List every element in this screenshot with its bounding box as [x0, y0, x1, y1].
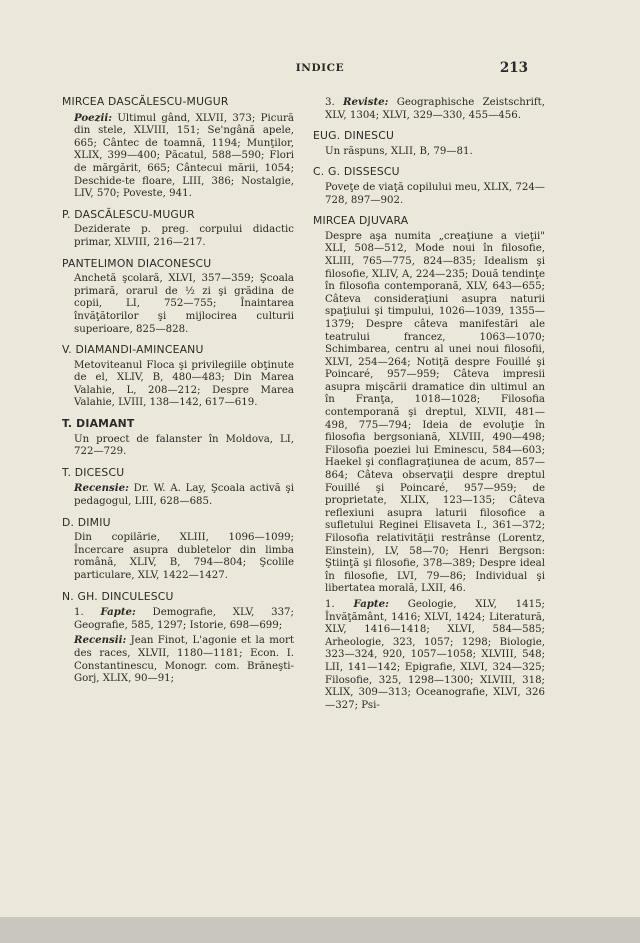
index-entry	[62, 209, 294, 250]
index-entry	[62, 258, 294, 337]
page-header-title: INDICE	[295, 62, 345, 74]
index-entry	[62, 418, 294, 459]
category-label: Fapte:	[100, 606, 136, 619]
entry-text	[62, 112, 294, 201]
author-name: D. DIMIU	[62, 515, 111, 529]
author-name: T. DICESCU	[62, 465, 125, 479]
entry-references: Jean Finot, L'agonie et la mort des races, XLVII, 1180—1181; Econ. I. Constantinescu, Monogr. com. Brăneşti-Gorj, XLIX, 90—91;	[74, 635, 294, 685]
entry-text	[62, 634, 294, 685]
author-name: MIRCEA DASCĂLESCU-MUGUR	[62, 95, 229, 108]
index-entry	[62, 517, 294, 583]
entry-text: Din copilărie, XLIII, 1096—1099; Încercare asupra dubletelor din limba română, XLIV, B, 794—804; Şcolile particulare, XLV, 1422—1427.	[74, 532, 294, 581]
author-name: EUG. DINESCU	[313, 129, 395, 143]
entry-text	[62, 606, 294, 632]
index-entry	[62, 344, 294, 410]
item-number: 1.	[74, 607, 84, 619]
entry-text: Un proect de falanster în Moldova, LI, 722—729.	[74, 433, 294, 458]
entry-text	[313, 96, 545, 122]
left-column	[62, 96, 294, 694]
page-number: 213	[499, 60, 528, 76]
index-entry	[313, 215, 545, 712]
entry-text: Metoviteanul Floca şi privilegiile obţinute de el, XLIV, B, 480—483; Din Marea Valahie, L, 208—212; Despre Marea Valahie, LVIII, 138—142, 617—619.	[74, 359, 294, 409]
entry-references: Dr. W. A. Lay, Şcoala activă şi pedagogul, LIII, 628—685.	[74, 483, 294, 508]
index-entry	[62, 467, 294, 509]
author-name: N. GH. DINCULESCU	[62, 589, 174, 603]
author-name: V. DIAMANDI-AMINCEANU	[62, 343, 204, 357]
index-entry	[313, 166, 545, 207]
category-label: Recensii:	[74, 634, 127, 647]
entry-text: Un răspuns, XLII, B, 79—81.	[325, 145, 473, 157]
entry-references: Ultimul gând, XLVII, 373; Picură din stele, XLVIII, 151; Se'ngână apele, 665; Cântec de toamnă, 1194; Munţilor, XLIX, 399—400; Păcatul, 588—590; Flori de mărgărit, 665; Cântecui mării, 1054; Deschide-te floare, LIII, 386; Nostalgie, LIV, 570; Poveste, 941.	[74, 112, 294, 200]
author-name: P. DASCĂLESCU-MUGUR	[62, 207, 195, 221]
entry-text	[313, 598, 545, 712]
author-name: PANTELIMON DIACONESCU	[62, 256, 212, 270]
category-label: Fapte:	[353, 597, 389, 610]
author-name: T. DIAMANT	[62, 417, 135, 431]
entry-text: Despre aşa numita „creaţiune a vieţii" XLI, 508—512, Mode noui în filosofie, XLIII, 765—775, 824—835; Idealism şi filosofie, XLIV, A, 224—235; Două tendinţe în filosofia contemporană, XLV, 643—655; Câteva consideraţiuni asupra naturii spaţiului şi timpului, 1026—1039, 1355—1379; Despre câteva manifestări ale teatrului francez, 1063—1070; Schimbarea, centru al unei noui filosofii, XLVI, 254—264; Notiţă despre Fouillé şi Poincaré, 957—959; Câteva impresii asupra mişcării dramatice din ultimul an în Franţa, 1018—1028; Filosofia contemporană şi dreptul, XLVII, 481—498, 775—794; Ideia de evoluţie în filosofia bergsoniană, XLVIII, 490—498; Filosofia poeziei lui Eminescu, 584—603; Haekel şi conflagraţiunea de acum, 857—864; Câteva observaţii despre dreptul Fouillé şi Poincaré, 957—959; de proprietate, XLIX, 123—135; Câteva reflexiuni asupra laturii filosofice a sufletului Reginei Elisaveta I., 361—372; Filosofia relativităţii restrânse (Lorentz, Einstein), LV, 58—70; Henri Bergson: Ştiinţă şi filosofie, 378—389; Despre ideal în filosofie, LVI, 79—86; Individual şi libertatea morală, LXII, 46.	[325, 230, 545, 595]
right-column	[313, 96, 545, 720]
item-number: 1.	[325, 598, 335, 610]
entry-text: Deziderate p. preg. corpului didactic primar, XLVIII, 216—217.	[74, 224, 294, 248]
category-label: Reviste:	[343, 96, 389, 108]
entry-references: Geologie, XLV, 1415; Învăţământ, 1416; XLVI, 1424; Literatură, XLV, 1416—1418; XLVI, 584—585; Arheologie, 323, 1057; 1298; Biologie, 323—324, 920, 1057—1058; XLVIII, 548; LII, 141—142; Epigrafie, XLVI, 324—325; Filosofie, 325, 1298—1300; XLVIII, 318; XLIX, 309—313; Oceanografie, XLVI, 326—327; Psi-	[325, 598, 545, 711]
author-name: MIRCEA DJUVARA	[313, 214, 409, 228]
index-entry	[62, 591, 294, 686]
index-entry	[313, 130, 545, 158]
entry-text: Poveţe de viaţă copilului meu, XLIX, 724—728, 897—902.	[325, 181, 545, 206]
entry-references: Geographische Zeistschrift, XLV, 1304; XLVI, 329—330, 455—456.	[325, 97, 545, 121]
author-name: C. G. DISSESCU	[313, 165, 400, 179]
category-label: Recensie:	[74, 482, 129, 495]
entry-text: Anchetă şcolară, XLVI, 357—359; Şcoala primară, orarul de ½ zi şi grădina de copii, LI, 752—755; Înaintarea învăţătorilor şi mijlocirea culturii superioare, 825—828.	[74, 273, 294, 335]
entry-references: Demografie, XLV, 337; Geografie, 585, 1297; Istorie, 698—699;	[74, 607, 294, 631]
item-number: 3.	[325, 97, 335, 108]
category-label: Poezii:	[74, 111, 112, 124]
entry-text	[62, 482, 294, 508]
index-entry	[313, 96, 545, 122]
index-entry	[62, 96, 294, 201]
